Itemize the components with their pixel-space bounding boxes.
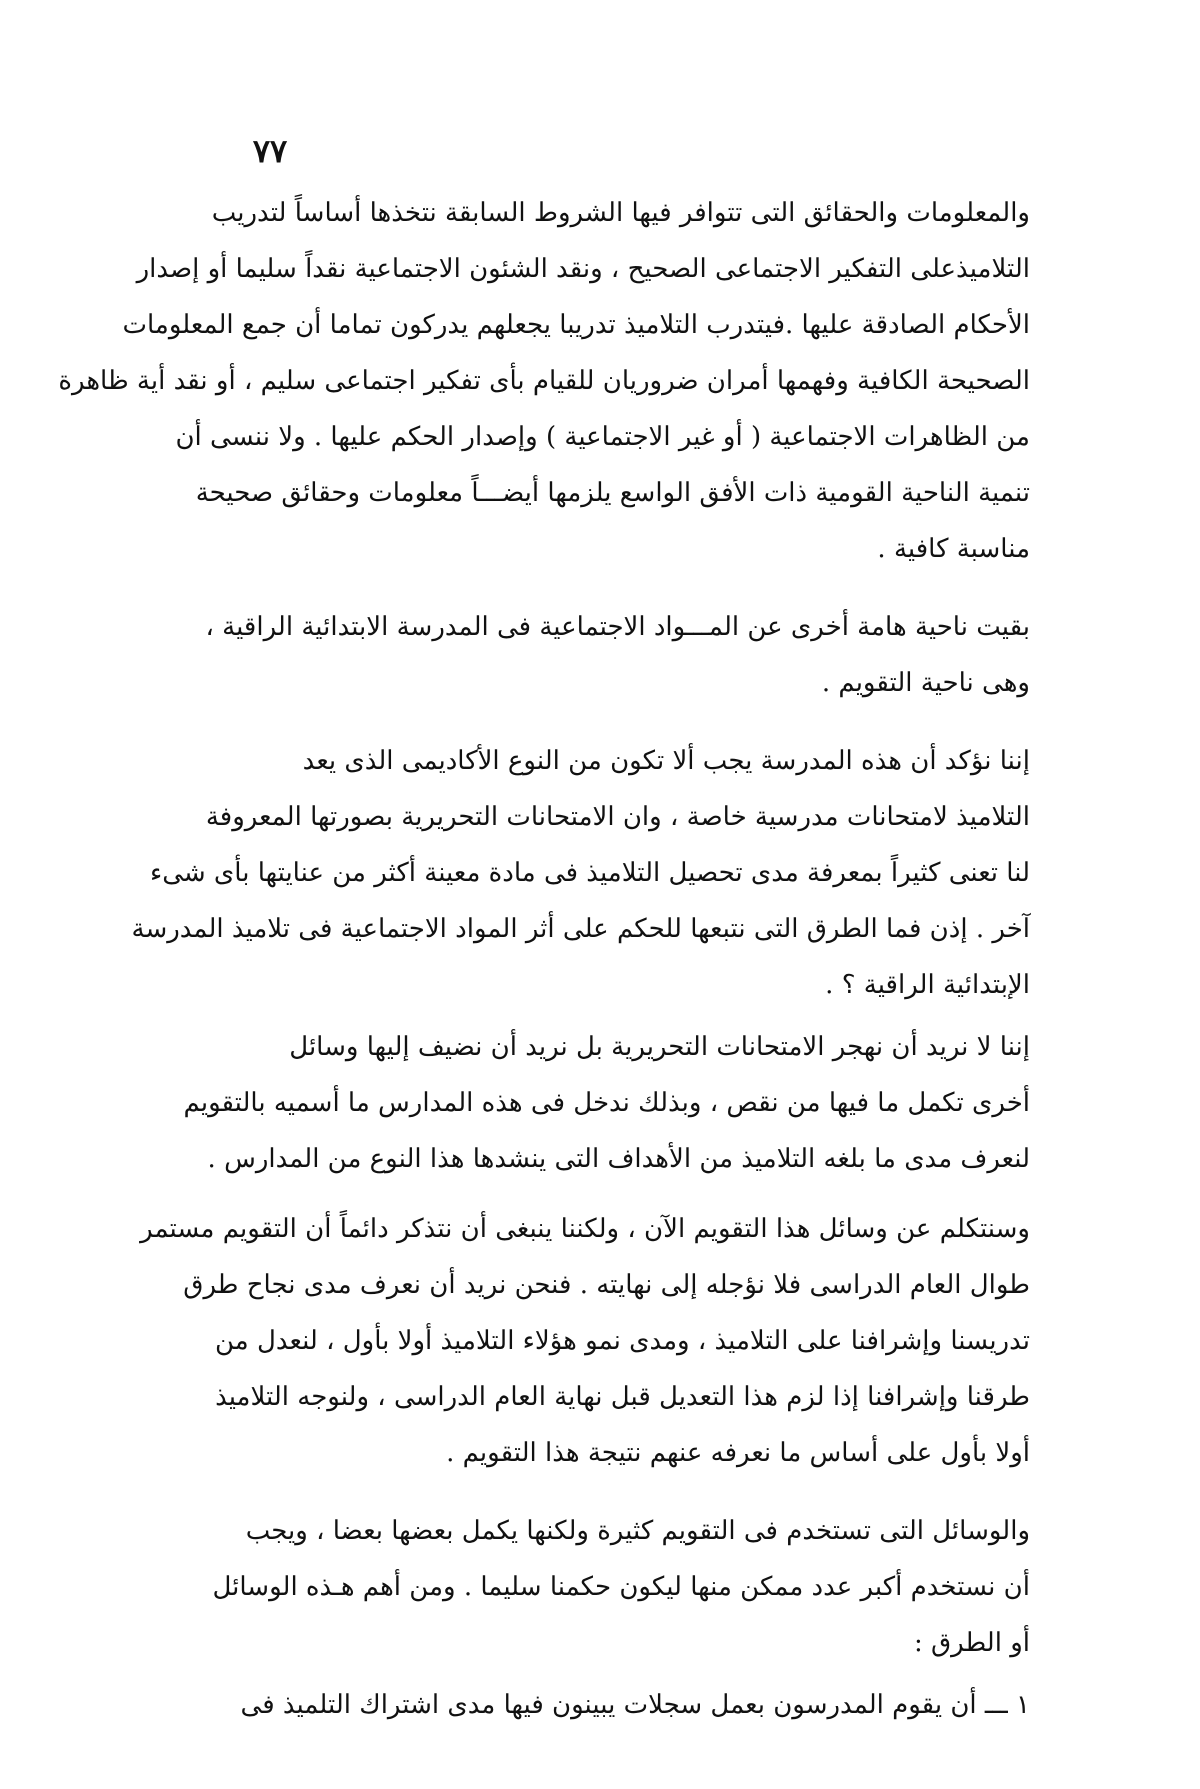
text-line: تدريسنا وإشرافنا على التلاميذ ، ومدى نمو هؤلاء التلاميذ أولا بأول ، لنعدل من: [215, 1326, 1030, 1356]
text-line: آخر . إذن فما الطرق التى نتبعها للحكم على أثر المواد الاجتماعية فى تلاميذ المدرسة: [131, 914, 1030, 944]
text-line: التلاميذعلى التفكير الاجتماعى الصحيح ، ونقد الشئون الاجتماعية نقداً سليما أو إصدار: [136, 254, 1030, 284]
text-line: والوسائل التى تستخدم فى التقويم كثيرة ولكنها يكمل بعضها بعضا ، ويجب: [245, 1516, 1030, 1546]
text-line: وهى ناحية التقويم .: [821, 668, 1030, 698]
text-line: إننا نؤكد أن هذه المدرسة يجب ألا تكون من النوع الأكاديمى الذى يعد: [302, 746, 1030, 776]
text-line: بقيت ناحية هامة أخرى عن المـــواد الاجتماعية فى المدرسة الابتدائية الراقية ،: [205, 612, 1030, 642]
text-line: الصحيحة الكافية وفهمها أمران ضروريان للقيام بأى تفكير اجتماعى سليم ، أو نقد أية ظاهرة: [58, 366, 1030, 396]
text-line: إننا لا نريد أن نهجر الامتحانات التحريرية بل نريد أن نضيف إليها وسائل: [289, 1032, 1030, 1062]
paragraph-evaluation-means: [200, 1503, 1030, 1671]
paragraph-written-exams: [183, 1019, 1030, 1187]
page-body: [58, 185, 1030, 1733]
text-line: التلاميذ لامتحانات مدرسية خاصة ، وان الامتحانات التحريرية بصورتها المعروفة: [205, 802, 1030, 832]
text-line: الأحكام الصادقة عليها .فيتدرب التلاميذ تدريبا يجعلهم يدركون تماما أن جمع المعلومات: [122, 310, 1030, 340]
paragraph-academic-school: [131, 733, 1030, 1013]
text-line: لنا تعنى كثيراً بمعرفة مدى تحصيل التلاميذ فى مادة معينة أكثر من عنايتها بأى شىء: [149, 858, 1030, 888]
text-line: لنعرف مدى ما بلغه التلاميذ من الأهداف التى ينشدها هذا النوع من المدارس .: [207, 1144, 1030, 1174]
text-line: ١ ـــ أن يقوم المدرسون بعمل سجلات يبينون فيها مدى اشتراك التلميذ فى: [240, 1690, 1030, 1720]
text-line: تنمية الناحية القومية ذات الأفق الواسع يلزمها أيضـــاً معلومات وحقائق صحيحة: [195, 478, 1030, 508]
text-line: وسنتكلم عن وسائل هذا التقويم الآن ، ولكننا ينبغى أن نتذكر دائماً أن التقويم مستمر: [140, 1214, 1030, 1244]
text-line: مناسبة كافية .: [877, 534, 1030, 564]
text-line: الإبتدائية الراقية ؟ .: [825, 970, 1030, 1000]
text-line: طرقنا وإشرافنا إذا لزم هذا التعديل قبل نهاية العام الدراسى ، ولنوجه التلاميذ: [215, 1382, 1030, 1412]
paragraph-information-facts: [58, 185, 1030, 577]
paragraph-evaluation-aspect: [200, 599, 1030, 711]
page-number: ٧٧: [252, 132, 288, 170]
paragraph-list-item-1: [200, 1677, 1030, 1733]
paragraph-continuous-evaluation: [140, 1201, 1030, 1481]
text-line: والمعلومات والحقائق التى تتوافر فيها الشروط السابقة نتخذها أساساً لتدريب: [211, 198, 1030, 228]
text-line: أولا بأول على أساس ما نعرفه عنهم نتيجة هذا التقويم .: [446, 1438, 1030, 1468]
text-line: أو الطرق :: [913, 1628, 1030, 1658]
text-line: أخرى تكمل ما فيها من نقص ، وبذلك ندخل فى هذه المدارس ما أسميه بالتقويم: [183, 1088, 1030, 1118]
text-line: من الظاهرات الاجتماعية ( أو غير الاجتماعية ) وإصدار الحكم عليها . ولا ننسى أن: [175, 422, 1030, 452]
text-line: أن نستخدم أكبر عدد ممكن منها ليكون حكمنا سليما . ومن أهم هـذه الوسائل: [212, 1572, 1030, 1602]
text-line: طوال العام الدراسى فلا نؤجله إلى نهايته . فنحن نريد أن نعرف مدى نجاح طرق: [183, 1270, 1030, 1300]
